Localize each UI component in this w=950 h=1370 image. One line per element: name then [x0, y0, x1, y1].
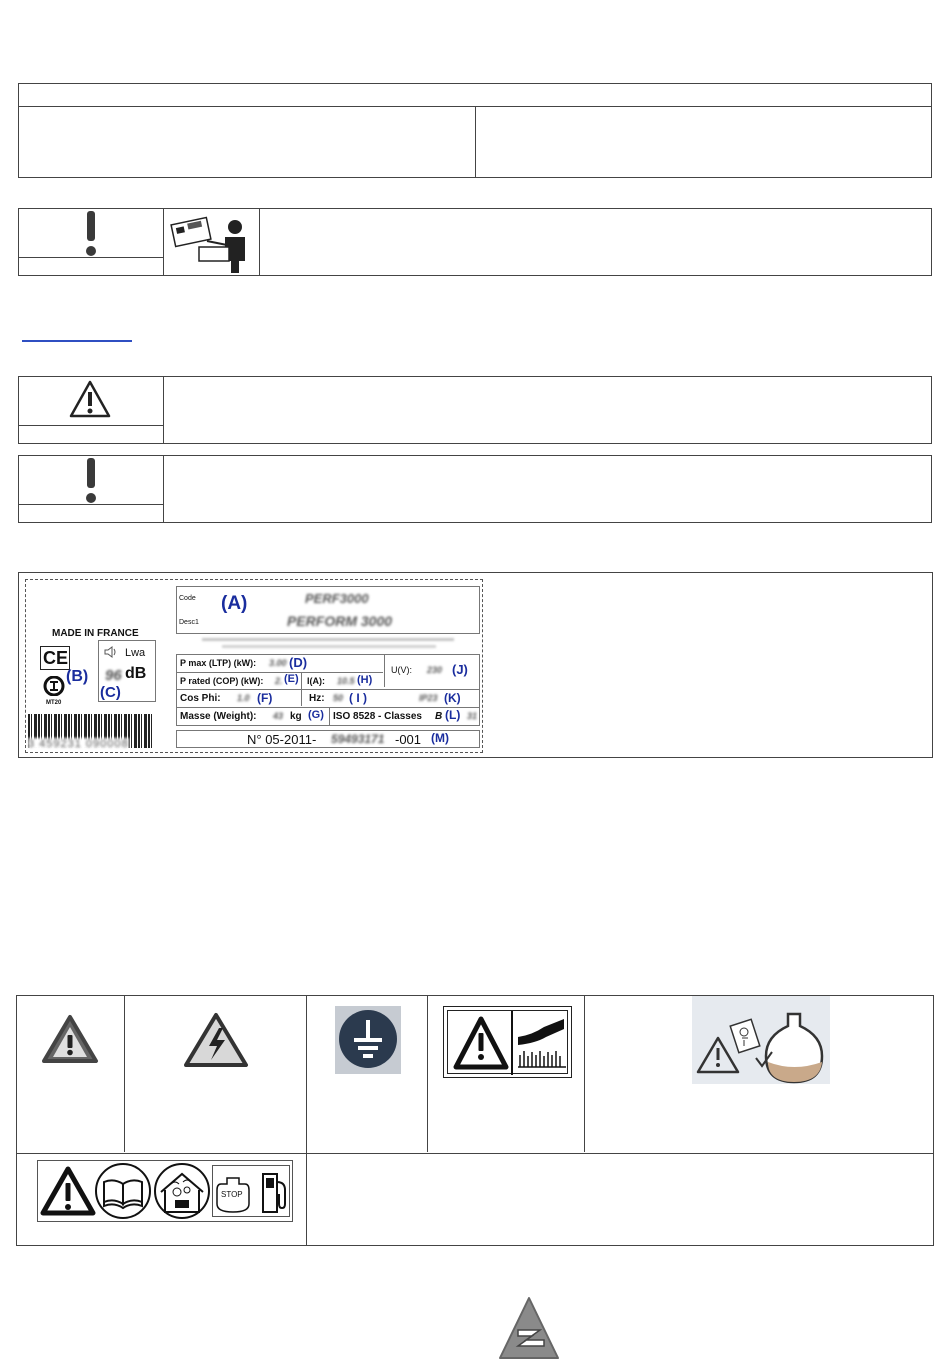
- stop-refuel-icon: [212, 1165, 290, 1217]
- notice-table: [18, 455, 932, 523]
- letter-a: (A): [221, 593, 248, 614]
- mass-unit: kg: [290, 711, 302, 722]
- speaker-icon: [103, 645, 117, 659]
- header-table: [18, 83, 932, 178]
- hot-surface-icon: [443, 1006, 572, 1078]
- iso-value: B: [435, 711, 443, 722]
- letter-b: (B): [66, 668, 89, 685]
- letter-g: (G): [308, 709, 324, 721]
- mass-label: Masse (Weight):: [180, 711, 257, 722]
- made-in-label: MADE IN FRANCE: [52, 628, 139, 639]
- letter-m: (M): [431, 731, 449, 745]
- ip-value: IP23: [419, 693, 438, 703]
- exclamation-icon: [81, 211, 101, 257]
- danger-triangle-icon: [41, 1014, 99, 1064]
- ventilation-icon: [153, 1162, 211, 1220]
- letter-f: (F): [257, 691, 273, 705]
- blurred-address-line: [222, 645, 436, 648]
- iso-label: ISO 8528 - Classes: [333, 711, 422, 722]
- spec-grid: [176, 654, 480, 726]
- cosphi-label: Cos Phi:: [180, 693, 221, 704]
- cosphi-value: 1.0: [237, 693, 250, 703]
- letter-c: (C): [100, 684, 121, 701]
- operator-carrying-icon: [167, 211, 255, 273]
- desc-value: PERFORM 3000: [287, 613, 393, 629]
- ce-mark: CE: [40, 646, 70, 670]
- hz-value: 50: [333, 693, 344, 703]
- pmax-label: P max (LTP) (kW):: [180, 658, 257, 668]
- rating-plate: [25, 579, 483, 753]
- letter-e: (E): [284, 673, 299, 685]
- current-label: I(A):: [307, 676, 325, 686]
- hyperlink-underline[interactable]: [22, 340, 132, 342]
- letter-l: (L): [445, 708, 461, 722]
- letter-i: ( I ): [349, 691, 367, 705]
- code-value: PERF3000: [305, 591, 369, 606]
- serial-suffix: -001: [395, 732, 422, 747]
- electric-shock-icon: [183, 1012, 249, 1068]
- earth-ground-icon: [335, 1006, 401, 1074]
- stop-label: STOP: [221, 1190, 243, 1199]
- hz-label: Hz:: [309, 693, 325, 704]
- barcode-number: 3 459231 090008: [28, 738, 129, 750]
- caution-table: [18, 376, 932, 444]
- blurred-address-line: [202, 638, 454, 641]
- voltage-label: U(V):: [391, 665, 412, 675]
- code-label: Code: [179, 595, 196, 602]
- letter-h: (H): [357, 674, 373, 686]
- letter-d: (D): [289, 655, 308, 670]
- certification-icon: [42, 676, 66, 696]
- iso-suffix: 31: [467, 711, 478, 721]
- serial-mid: 59493171: [331, 732, 385, 746]
- lwa-label: Lwa: [125, 647, 146, 659]
- voltage-value: 230: [427, 665, 443, 675]
- mt-code: MT20: [46, 700, 62, 706]
- serial-box: [176, 730, 480, 748]
- current-value: 10.5: [337, 676, 355, 686]
- combined-safety-pictograms: [37, 1160, 293, 1222]
- code-box: [176, 586, 480, 634]
- pmax-value: 3.00: [269, 658, 287, 668]
- warning-triangle-icon: [40, 1163, 96, 1219]
- oil-check-icon: [692, 996, 830, 1084]
- mass-value: 43: [273, 711, 284, 721]
- letter-k: (K): [444, 691, 461, 705]
- lwa-unit: dB: [125, 665, 147, 682]
- pictogram-table: [16, 995, 934, 1246]
- handling-warning-table: [18, 208, 932, 276]
- exclamation-icon: [81, 458, 101, 504]
- desc-label: Desc1: [179, 619, 199, 626]
- manufacturer-logo-icon: [498, 1296, 560, 1360]
- prated-value: 2.: [275, 676, 283, 686]
- prated-label: P rated (COP) (kW):: [180, 676, 264, 686]
- read-manual-icon: [94, 1162, 152, 1220]
- lwa-value: 96: [105, 667, 122, 684]
- letter-j: (J): [452, 662, 468, 677]
- serial-prefix: N° 05-2011-: [247, 732, 317, 747]
- rating-plate-table: [18, 572, 933, 758]
- warning-triangle-icon: [69, 380, 111, 418]
